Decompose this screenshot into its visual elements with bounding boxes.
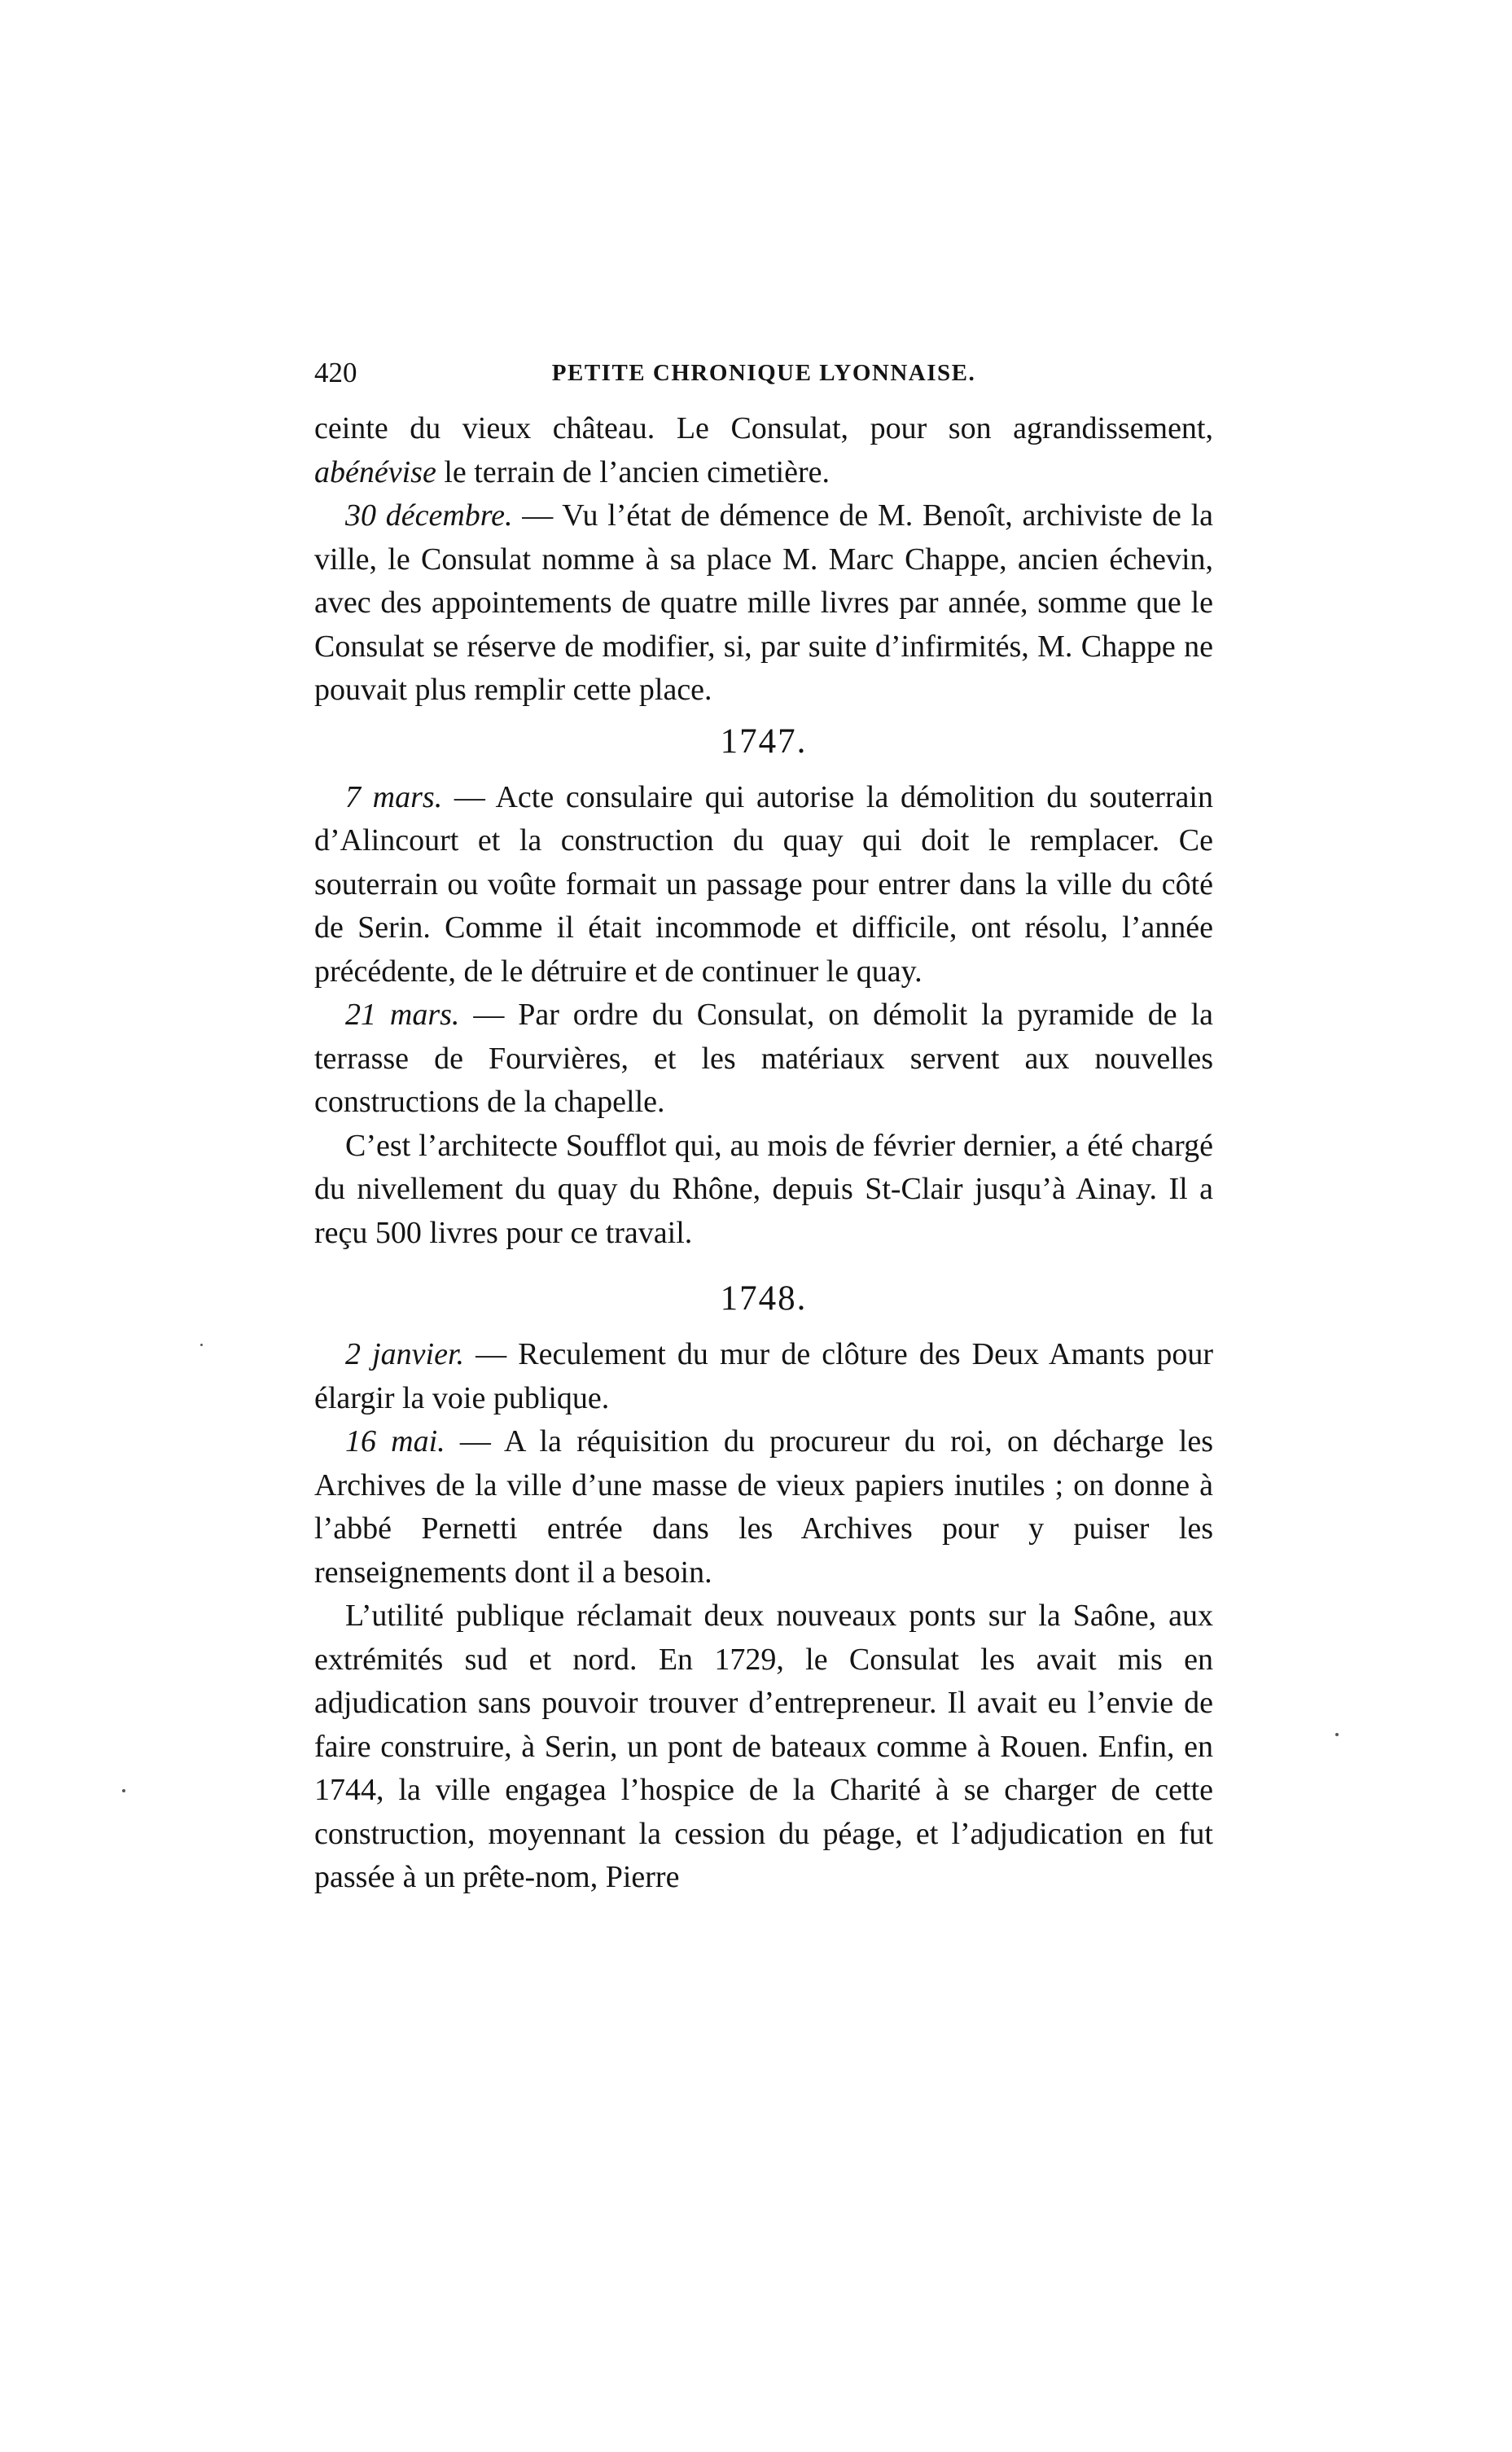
running-head — [314, 357, 1213, 402]
paper-speck — [200, 1344, 203, 1346]
page-number: 420 — [314, 357, 357, 388]
paragraph-soufflot: C’est l’architecte Soufflot qui, au mois de février dernier, a été chargé du nivellement du quay du Rhône, depuis St-Clair jusqu’à Ainay. Il a reçu 500 livres pour ce travail. — [314, 1128, 1213, 1250]
paragraph-continuation: ceinte du vieux château. Le Consulat, pour son agrandissement, abénévise le terrain de l’ancien cimetière. — [314, 411, 1213, 489]
paper-speck — [122, 1789, 125, 1792]
entry-2-janvier: 2 janvier. — Reculement du mur de clôture des Deux Amants pour élargir la voie publique. — [314, 1337, 1213, 1415]
entry-16-mai: 16 mai. — A la réquisition du procureur du roi, on décharge les Archives de la ville d’une masse de vieux papiers inutiles ; on donne à l’abbé Pernetti entrée dans les Archives pour y puiser les renseignements dont il a besoin. — [314, 1424, 1213, 1590]
entry-7-mars: 7 mars. — Acte consulaire qui autorise la démolition du souterrain d’Alincourt et la construction du quay qui doit le remplacer. Ce souterrain ou voûte formait un passage pour entrer dans la ville du côté de Serin. Comme il était incommode et difficile, ont résolu, l’année précédente, de le détruire et de continuer le quay. — [314, 779, 1213, 989]
entry-date: 7 mars. — [345, 779, 443, 814]
year-heading-1747: 1747. — [720, 722, 808, 761]
entry-21-mars: 21 mars. — Par ordre du Consulat, on démolit la pyramide de la terrasse de Fourvières, et les matériaux servent aux nouvelles constructions de la chapelle. — [314, 998, 1213, 1119]
italic-word: abénévise — [314, 454, 436, 489]
entry-30-decembre: 30 décembre. — Vu l’état de démence de M. Benoît, archiviste de la ville, le Consulat nomme à sa place M. Marc Chappe, ancien échevin, avec des appointements de quatre mille livres par année, somme que le Consulat se réserve de modifier, si, par suite d’infirmités, M. Chappe ne pouvait plus remplir cette place. — [314, 498, 1213, 707]
paragraph-ponts: L’utilité publique réclamait deux nouveaux ponts sur la Saône, aux extrémités sud et nord. En 1729, le Consulat les avait mis en adjudication sans pouvoir trouver d’entrepreneur. Il avait eu l’envie de faire construire, à Serin, un pont de bateaux comme à Rouen. Enfin, en 1744, la ville engagea l’hospice de la Charité à se charger de cette construction, moyennant la cession du péage, et l’adjudication en fut passée à un prête-nom, Pierre — [314, 1599, 1213, 1894]
year-heading-1748: 1748. — [720, 1279, 808, 1318]
entry-date: 16 mai. — [345, 1424, 445, 1458]
running-title: PETITE CHRONIQUE LYONNAISE. — [551, 360, 976, 386]
entry-date: 21 mars. — [345, 998, 460, 1032]
entry-date: 30 décembre. — [345, 498, 513, 533]
book-page — [314, 357, 1213, 1900]
entry-date: 2 janvier. — [345, 1337, 465, 1371]
paper-speck — [1335, 1733, 1339, 1736]
